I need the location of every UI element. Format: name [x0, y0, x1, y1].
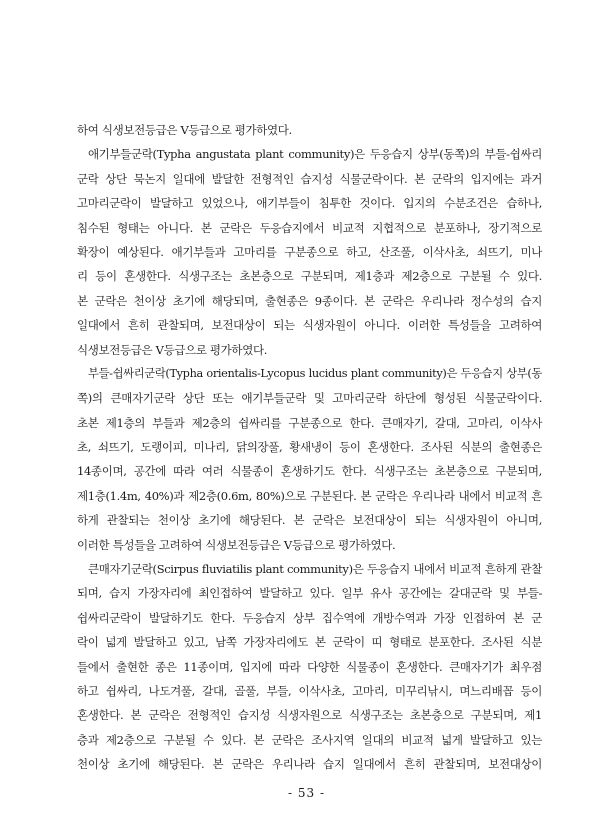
text-line: 이러한 특성들을 고려하여 식생보전등급은 Ⅴ등급으로 평가하였다. — [77, 537, 396, 552]
text-line: 군락 상단 묵논지 일대에 발달한 전형적인 습지성 식물군락이다. 본 군락의 입지에는 과거 — [77, 171, 542, 186]
text-line: 층과 제2층으로 구분될 수 있다. 본 군락은 조사지역 일대의 비교적 넓게 발달하고 있는 — [77, 732, 542, 747]
text-line: 일대에서 흔히 관찰되며, 보전대상이 되는 식생자원이 아니다. 이러한 특성들을 고려하여 — [77, 318, 542, 333]
text-line: 쉽싸리군락이 발달하기도 한다. 두응습지 상부 집수역에 개방수역과 가장 인접하여 본 군 — [77, 610, 542, 625]
text-line: 식생보전등급은 Ⅴ등급으로 평가하였다. — [77, 342, 268, 357]
page-number: - 53 - — [287, 786, 325, 800]
text-line: 침수된 형태는 아니다. 본 군락은 두응습지에서 비교적 지협적으로 분포하나, 장기적으로 — [77, 220, 542, 235]
text-line: 고마리군락이 발달하고 있었으나, 애기부들이 침투한 것이다. 입지의 수분조건은 습하나, — [77, 196, 542, 211]
paragraph-first-line: 부들-쉽싸리군락(Typha orientalis-Lycopus lucidus plant community)은 두응습지 상부(동 — [88, 366, 542, 380]
text-line: 하고 쉽싸리, 나도겨풀, 갈대, 골풀, 부들, 이삭사초, 고마리, 미꾸리낚시, 며느리배꼽 등이 — [77, 683, 542, 698]
text-line: 하게 관찰되는 천이상 초기에 해당된다. 본 군락은 보전대상이 되는 식생자원이 아니며, — [77, 513, 542, 528]
text-line: 본 군락은 천이상 초기에 해당되며, 출현종은 9종이다. 본 군락은 우리나라 정수성의 습지 — [77, 293, 542, 308]
text-line: 제1층(1.4m, 40%)과 제2층(0.6m, 80%)으로 구분된다. 본 군락은 우리나라 내에서 비교적 흔 — [77, 488, 542, 503]
text-line: 되며, 습지 가장자리에 최인접하여 발달하고 있다. 일부 유사 공간에는 갈대군락 및 부들- — [77, 586, 542, 601]
text-line: 혼생한다. 본 군락은 전형적인 습지성 식생자원으로 식생구조는 초본층으로 구분되며, 제1 — [77, 708, 542, 723]
text-line: 락이 넓게 발달하고 있고, 남쪽 가장자리에도 본 군락이 띠 형태로 분포한다. 조사된 식분 — [77, 635, 542, 650]
text-line: 천이상 초기에 해당된다. 본 군락은 우리나라 습지 일대에서 흔히 관찰되며, 보전대상이 — [77, 757, 542, 772]
text-line: 초, 쇠뜨기, 도랭이피, 미나리, 닭의장풀, 황새냉이 등이 혼생한다. 조사된 식분의 출현종은 — [77, 440, 542, 455]
text-line: 리 등이 혼생한다. 식생구조는 초본층으로 구분되며, 제1층과 제2층으로 구분될 수 있다. — [77, 269, 542, 284]
text-line: 확장이 예상된다. 애기부들과 고마리를 구분종으로 하고, 산조풀, 이삭사초, 쇠뜨기, 미나 — [77, 244, 542, 259]
paragraph-first-line: 애기부들군락(Typha angustata plant community)은 두응습지 상부(동쪽)의 부들-쉽싸리 — [88, 147, 542, 162]
text-line: 들에서 출현한 종은 11종이며, 입지에 따라 다양한 식물종이 혼생한다. 큰매자기가 최우점 — [77, 659, 542, 674]
text-line: 쪽)의 큰매자기군락 상단 또는 애기부들군락 및 고마리군락 하단에 형성된 식물군락이다. — [77, 391, 542, 406]
text-line: 하여 식생보전등급은 Ⅴ등급으로 평가하였다. — [77, 123, 292, 137]
text-line: 14종이며, 공간에 따라 여러 식물종이 혼생하기도 한다. 식생구조는 초본층으로 구분되며, — [77, 464, 542, 479]
body-text — [77, 118, 542, 777]
text-line: 초본 제1층의 부들과 제2층의 쉽싸리를 구분종으로 한다. 큰매자기, 갈대, 고마리, 이삭사 — [77, 415, 542, 430]
paragraph-first-line: 큰매자기군락(Scirpus fluviatilis plant community)은 두응습지 내에서 비교적 흔하게 관찰 — [88, 562, 542, 577]
